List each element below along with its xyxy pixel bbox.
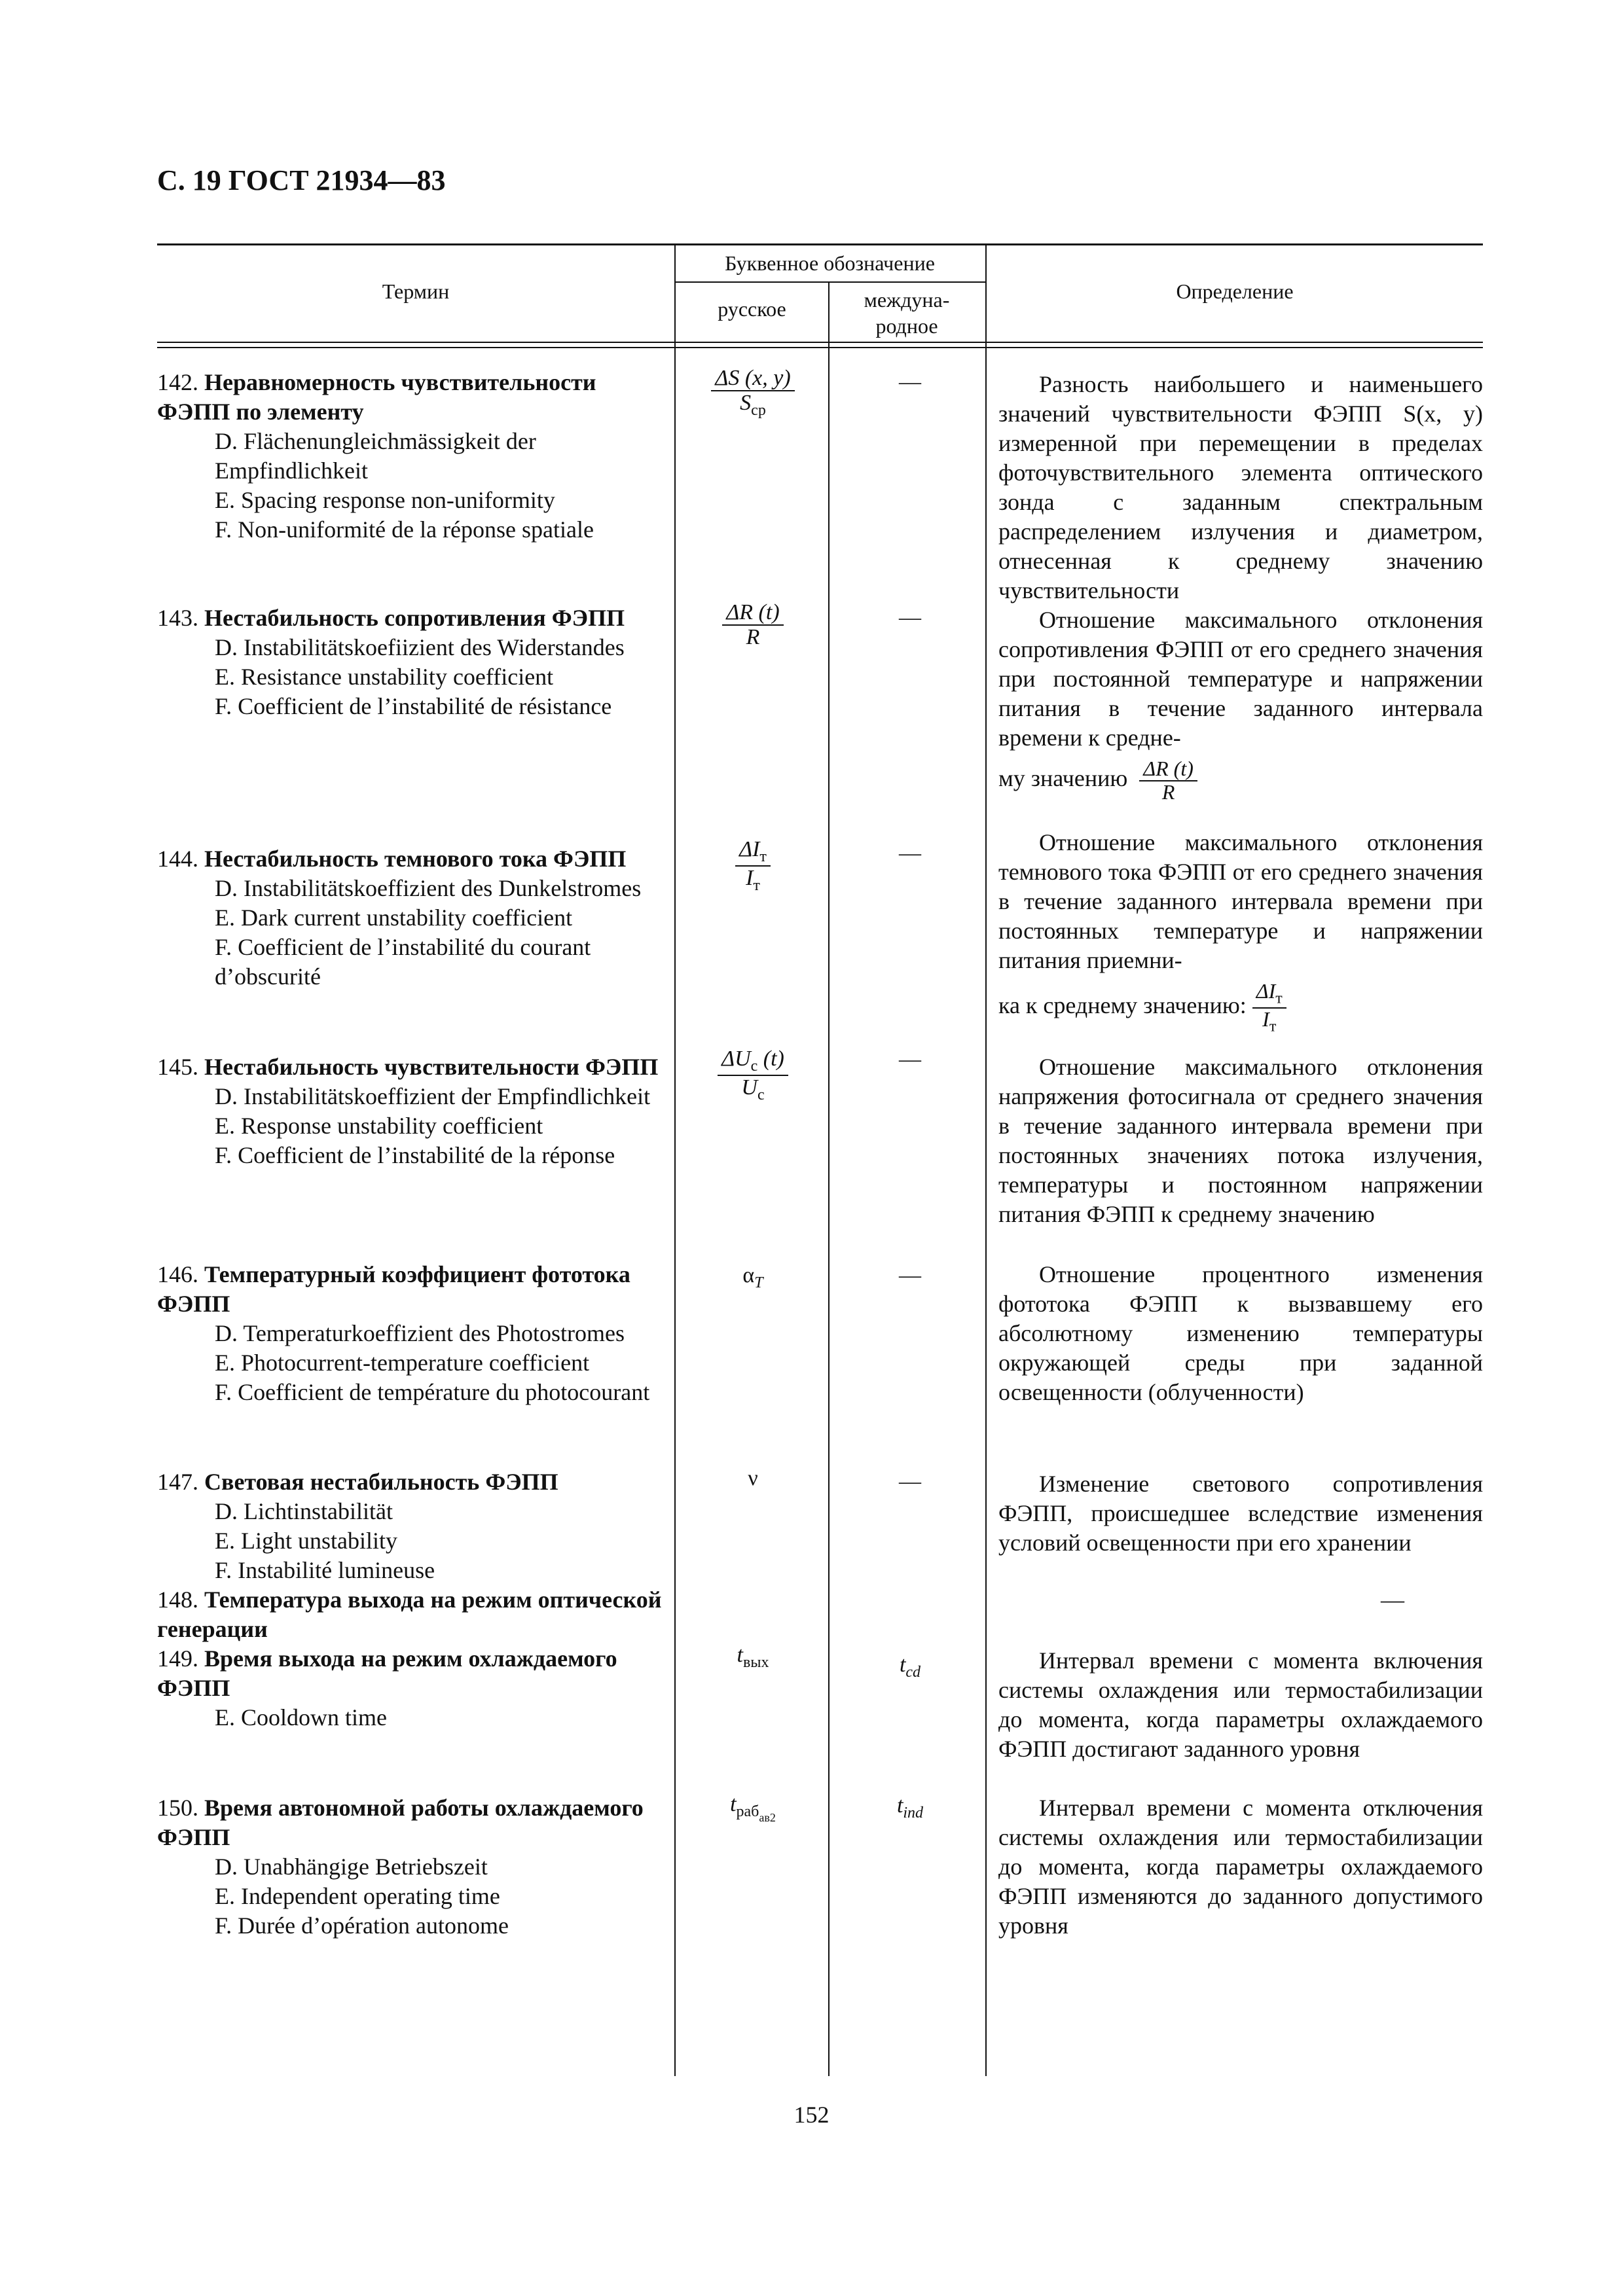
symbol-intl-150: $t_{ind}$ <box>896 1793 924 1821</box>
term-147: 147. Световая нестабильность ФЭПП D. Lichtinstabilität E. Light unstability F. Instabilité lumineuse <box>157 1469 558 1583</box>
symbol-ru-146: $\alpha_T$ <box>742 1263 763 1291</box>
term-144: 144. Нестабильность темнового тока ФЭПП D. Instabilitätskoeffizient des Dunkelstromes E. Dark current unstability coefficient F. Coefficient de l’instabilité du courant d’obscurité <box>157 846 642 990</box>
symbol-intl-142: — <box>899 370 921 394</box>
col-divider-1 <box>674 243 676 2076</box>
definition-149: Интервал времени с момента включения системы охлаждения или термостабилизации до момента, когда параметры охлаждаемого ФЭПП достигают заданного уровня <box>998 1647 1483 1762</box>
symbol-ru-145: $\frac{\Delta U_с (t)}{U_с}$ <box>678 1047 828 1103</box>
col-divider-2 <box>828 283 830 2076</box>
page-number: 152 <box>793 2102 830 2128</box>
column-header-international: междуна-родное <box>864 288 950 338</box>
symbol-intl-144: — <box>899 841 921 865</box>
term-149: 149. Время выхода на режим охлаждаемого ФЭПП E. Cooldown time <box>157 1645 617 1731</box>
column-header-definition: Определение <box>1176 279 1294 303</box>
symbol-intl-147: — <box>899 1469 921 1494</box>
definition-145: Отношение максимального отклонения напряжения фотосигнала от среднего значения в течение заданного интервала времени при постоянных значениях потока излучения, температуры и постоянном напряжении питания ФЭПП к среднему значению <box>998 1054 1483 1227</box>
definition-147: Изменение светового сопротивления ФЭПП, происшедшее вследствие изменения условий освещенности при его хранении <box>998 1471 1483 1556</box>
symbol-ru-142: $\frac{\Delta S (x, y)}{S_{ср}}$ <box>678 367 828 419</box>
page-header: С. 19 ГОСТ 21934—83 <box>157 164 446 196</box>
symbol-intl-143: — <box>899 605 921 630</box>
column-header-symbol-group: Буквенное обозначение <box>725 251 935 275</box>
symbol-intl-146: — <box>899 1263 921 1287</box>
term-150: 150. Время автономной работы охлаждаемого ФЭПП D. Unabhängige Betriebszeit E. Independent operating time F. Durée d’opération autonome <box>157 1795 644 1939</box>
definition-143: Отношение максимального отклонения сопротивления ФЭПП от его среднего значения при постоянной температуре и напряжении питания в течение заданного интервала времени к средне- му значению $\frac{\Delta R (t)}{R}$ <box>998 607 1483 804</box>
symbol-ru-149: $t_{вых}$ <box>737 1643 769 1671</box>
symbol-ru-147: ν <box>748 1466 758 1490</box>
definition-146: Отношение процентного изменения фототока ФЭПП к вызвавшему его абсолютному изменению температуры окружающей среды при заданной освещенности (облученности) <box>998 1261 1483 1405</box>
term-143: 143. Нестабильность сопротивления ФЭПП D. Instabilitätskoefiizient des Widerstandes E. Resistance unstability coefficient F. Coefficient de l’instabilité de résistance <box>157 605 625 719</box>
symbol-ru-144: $\frac{\Delta I_т}{I_т}$ <box>678 838 828 894</box>
table-top-rule <box>157 243 1483 245</box>
definition-144: Отношение максимального отклонения темнового тока ФЭПП от его среднего значения в течение заданного интервала времени при постоянных температуре и напряжении питания приемни- ка к среднему значению: $\frac{\Delta I_т}{I_т}$ <box>998 829 1483 1035</box>
term-145: 145. Нестабильность чувствительности ФЭПП D. Instabilitätskoeffizient der Empfindlichkeit E. Response unstability coefficient F. Coefficient de l’instabilité de la réponse <box>157 1054 659 1168</box>
symbol-ru-143: $\frac{\Delta R (t)}{R}$ <box>678 601 828 649</box>
definition-148: — <box>1381 1587 1404 1613</box>
header-bottom-rule-2 <box>157 347 1483 348</box>
symbol-intl-145: — <box>899 1047 921 1071</box>
column-header-term: Термин <box>382 279 450 303</box>
term-148: 148. Температура выхода на режим оптической генерации <box>157 1587 662 1642</box>
col-divider-3 <box>985 243 987 2076</box>
term-146: 146. Температурный коэффициент фототока ФЭПП D. Temperaturkoeffizient des Photostromes E. Photocurrent-temperature coefficient F. Coefficient de température du photocourant <box>157 1261 650 1405</box>
definition-142: Разность наибольшего и наименьшего значений чувствительности ФЭПП S(x, y) измеренной при перемещении в пределах фоточувствительного элемента оптического зонда с заданным спектральным распределением излучения и диаметром, отнесенная к среднему значению чувствительности <box>998 371 1483 603</box>
term-142: 142. Неравномерность чувствительности ФЭПП по элементу D. Flächenungleichmässigkeit der Empfindlichkeit E. Spacing response non-uniformity F. Non-uniformité de la réponse spatiale <box>157 369 596 543</box>
symbol-ru-150: $t_{рабав2}$ <box>730 1792 776 1824</box>
column-header-russian: русское <box>718 297 786 321</box>
header-bottom-rule <box>157 342 1483 343</box>
symbol-intl-149: $t_{cd}$ <box>899 1653 921 1681</box>
definition-150: Интервал времени с момента отключения системы охлаждения или термостабилизации до момента, когда параметры охлаждаемого ФЭПП изменяются до заданного допустимого уровня <box>998 1795 1483 1939</box>
symbol-group-rule <box>674 281 985 283</box>
